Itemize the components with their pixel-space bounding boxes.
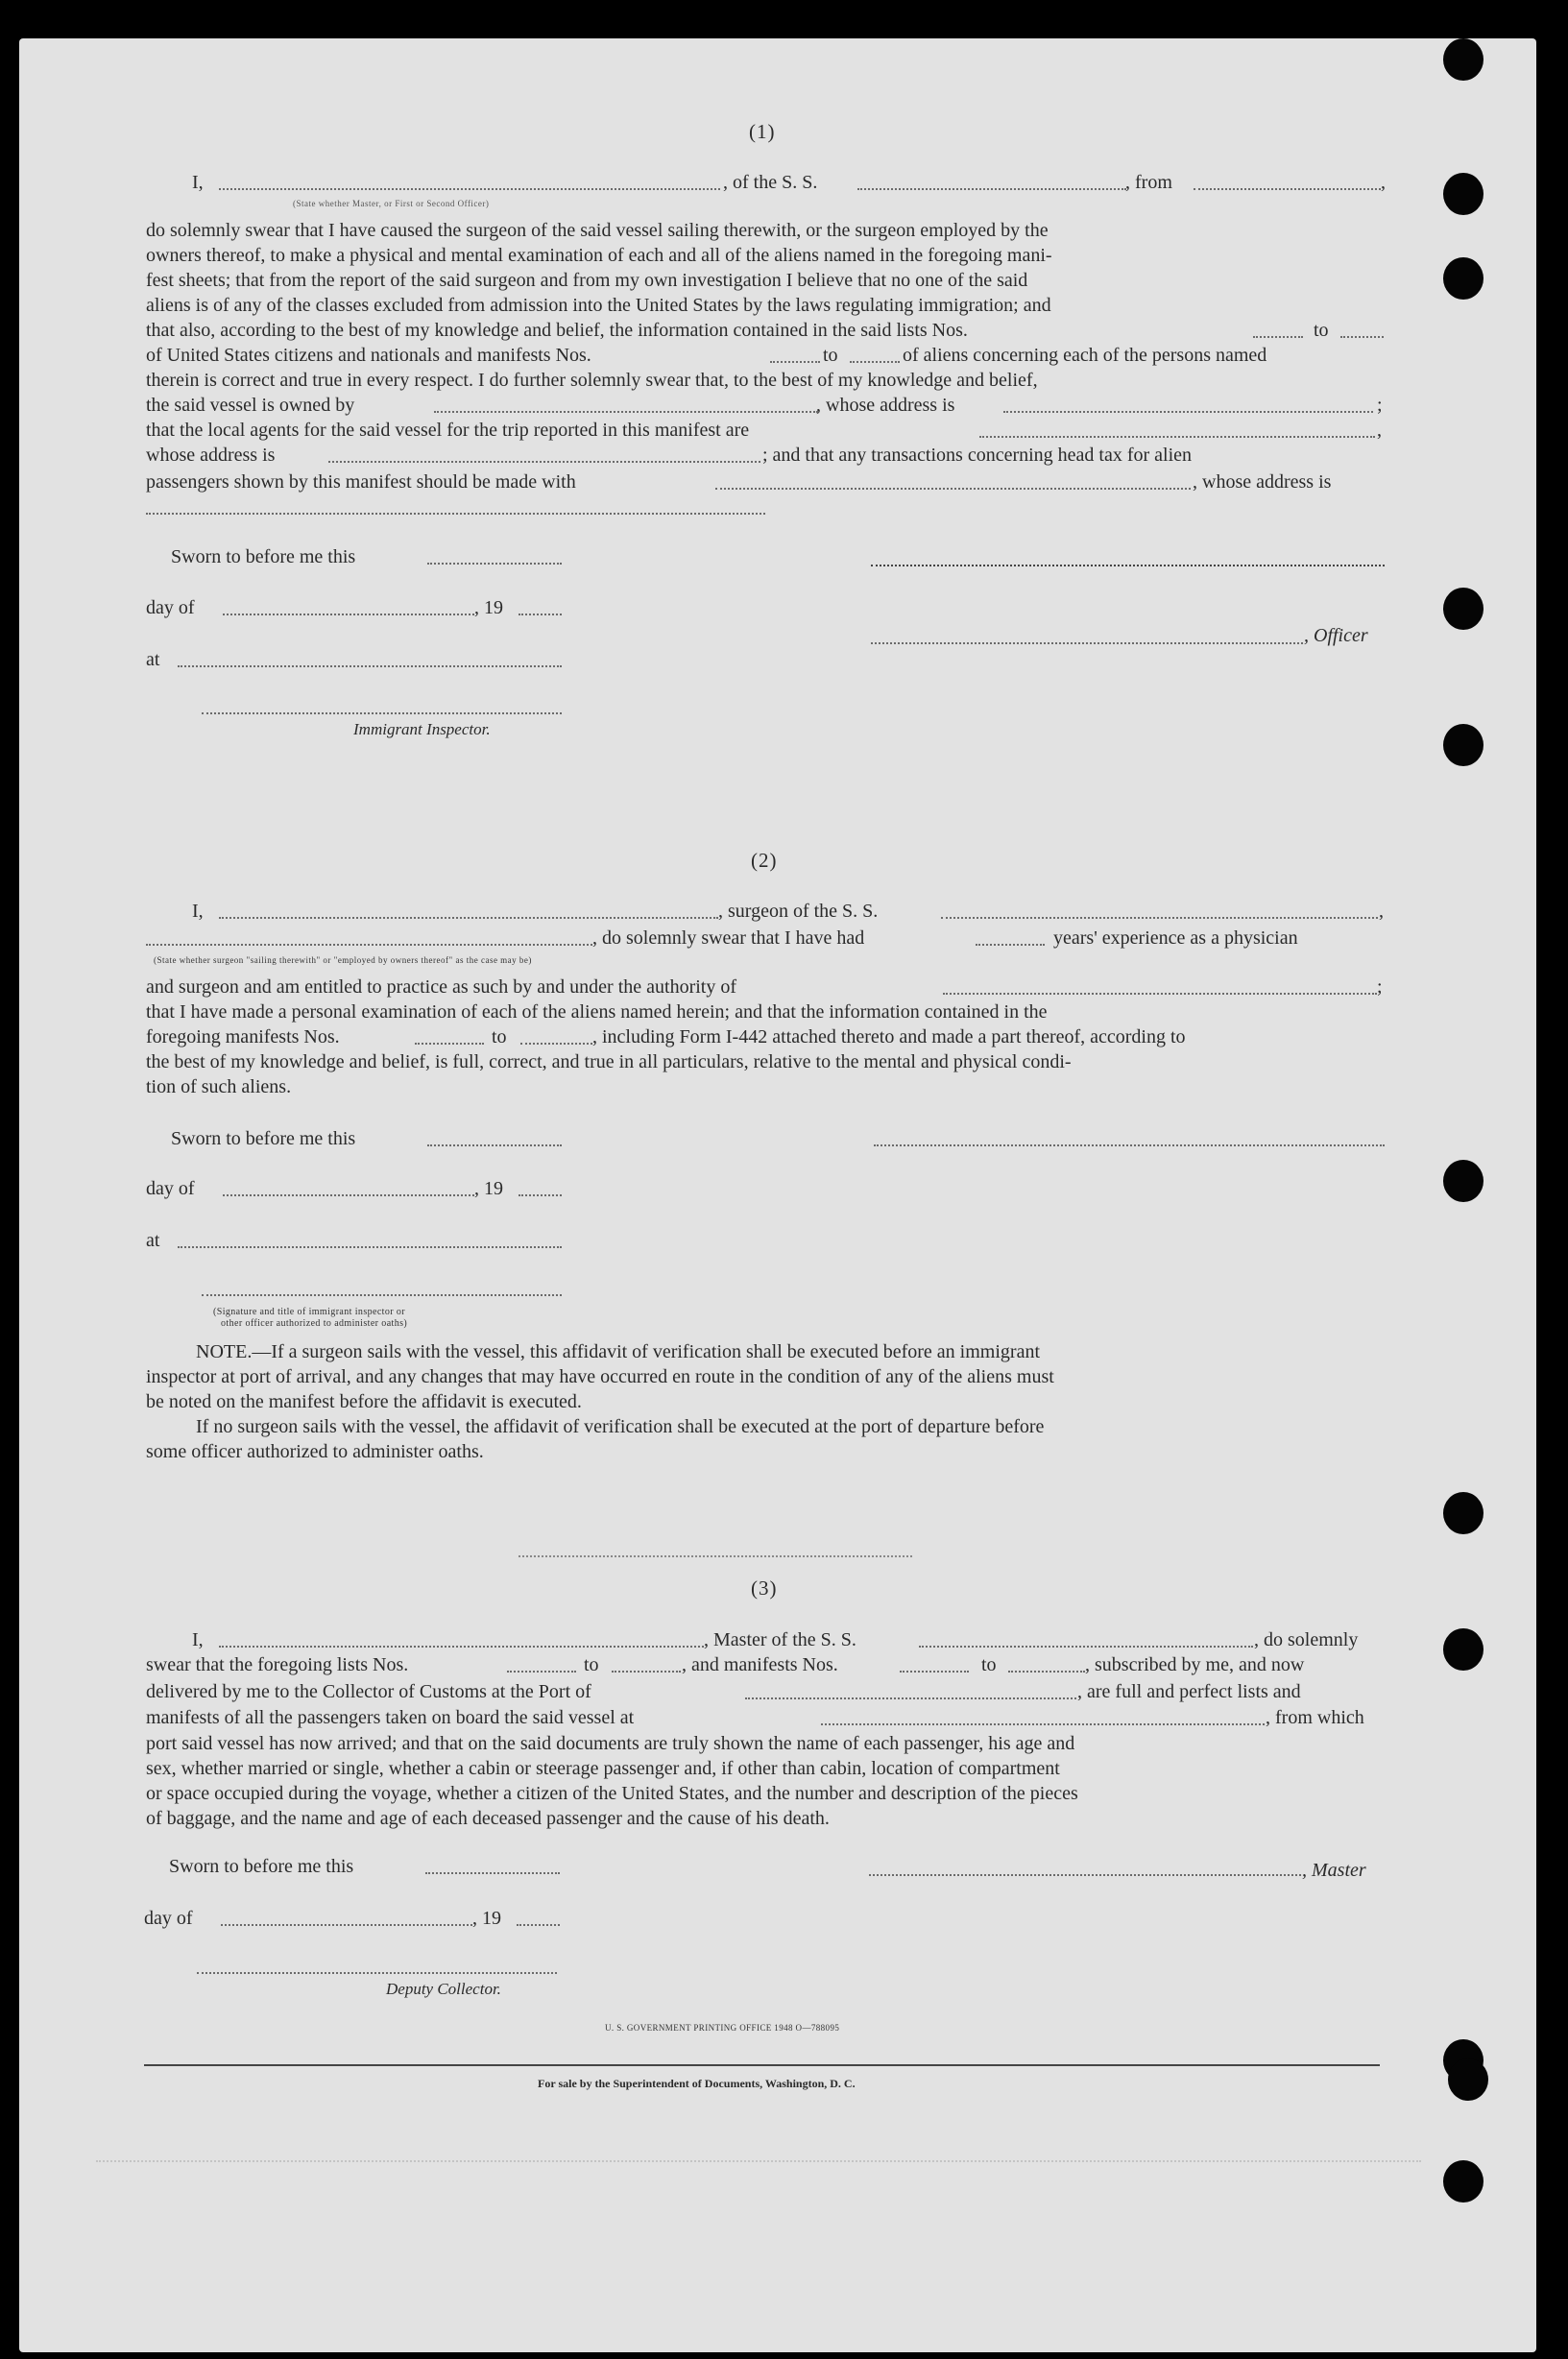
punch-hole [1443,1160,1484,1202]
s1-sworn: Sworn to before me this [171,546,356,567]
s1-manifests-from-blank[interactable] [770,361,820,363]
s1-dayof: day of [146,597,195,618]
s1-body-line: fest sheets; that from the report of the said surgeon and from my own investigation I believe that no one of the said [146,270,1028,291]
s1-lists-from-blank[interactable] [1253,336,1303,338]
s2-sworn: Sworn to before me this [171,1128,356,1149]
s3-master-name-blank[interactable] [219,1646,704,1648]
s2-line1-i: I, [192,901,204,922]
s2-line1-c: , [1379,901,1384,922]
s2-note-line: If no surgeon sails with the vessel, the affidavit of verification shall be executed at the port of departure before [196,1416,1045,1437]
s1-owner-address-blank[interactable] [1003,411,1373,413]
section-3-number: (3) [751,1577,778,1600]
s1-sworn-date-blank[interactable] [427,563,562,565]
sale-notice: For sale by the Superintendent of Documents, Washington, D. C. [538,2077,856,2090]
s2-note-line: some officer authorized to administer oaths. [146,1441,484,1462]
s1-owner-blank[interactable] [434,411,818,413]
s3-body-line: sex, whether married or single, whether a cabin or steerage passenger and, if other than cabin, location of compartment [146,1758,1060,1779]
s1-line11-a: passengers shown by this manifest should be made with [146,471,576,493]
s3-line3-a: delivered by me to the Collector of Customs at the Port of [146,1681,591,1702]
s1-line9-b: , [1377,420,1382,441]
s1-month-blank[interactable] [223,614,474,615]
s2-line5-b: , including Form I-442 attached thereto and made a part thereof, according to [592,1026,1186,1047]
s2-line5-to: to [492,1026,507,1047]
s3-master-signature-line[interactable] [869,1874,1301,1876]
punch-hole [1443,38,1484,81]
s2-month-blank[interactable] [223,1194,474,1196]
s2-dayof: day of [146,1178,195,1199]
s1-line6-to: to [823,345,838,366]
s2-status-note: (State whether surgeon "sailing therewith" or "employed by owners thereof" as the case may be) [154,955,532,965]
s3-line2-to2: to [981,1654,997,1675]
s3-embark-port-blank[interactable] [821,1723,1265,1725]
s1-line6-b: of aliens concerning each of the persons named [903,345,1267,366]
s3-month-blank[interactable] [221,1924,472,1926]
s3-line4-a: manifests of all the passengers taken on board the said vessel at [146,1707,635,1728]
s2-surgeon-name-blank[interactable] [219,917,718,919]
s3-body-line: or space occupied during the voyage, whether a citizen of the United States, and the number and description of the pieces [146,1783,1078,1804]
s1-officer-title-blank[interactable] [871,642,1303,644]
s3-ship-name-blank[interactable] [919,1646,1253,1648]
s1-body-line: owners thereof, to make a physical and mental examination of each and all of the aliens named in the foregoing mani- [146,245,1052,266]
s3-year: , 19 [472,1908,501,1929]
s1-line1-ofss: , of the S. S. [723,172,818,193]
s2-line3-a: and surgeon and am entitled to practice as such by and under the authority of [146,976,736,998]
s3-deputy-signature-line[interactable] [197,1972,557,1974]
punch-hole [1443,1628,1484,1671]
s1-year: , 19 [474,597,503,618]
faint-bottom-line [96,2160,1421,2162]
section-2-number: (2) [751,849,778,872]
s2-signature-note-2: other officer authorized to administer oaths) [221,1318,408,1329]
s3-line2-to: to [584,1654,599,1675]
s1-manifests-to-blank[interactable] [850,361,900,363]
s3-year-blank[interactable] [517,1924,560,1926]
s3-body-line: port said vessel has now arrived; and that on the said documents are truly shown the name of each passenger, his age and [146,1733,1075,1754]
punch-hole [1443,1492,1484,1534]
s3-line3-b: , are full and perfect lists and [1077,1681,1301,1702]
s1-headtax-agent-blank[interactable] [715,488,1191,490]
s1-body-line: aliens is of any of the classes excluded from admission into the United States by the laws regulating immigration; and [146,295,1051,316]
s1-lists-to-blank[interactable] [1340,336,1384,338]
s2-line7: tion of such aliens. [146,1076,292,1097]
s1-from-port-blank[interactable] [1194,188,1381,190]
faint-dotted-line [519,1555,912,1557]
s3-line2-c: , subscribed by me, and now [1085,1654,1305,1675]
s1-inspector-label: Immigrant Inspector. [353,720,491,738]
punch-hole [1448,2058,1488,2101]
punch-hole [1443,173,1484,215]
section-1-number: (1) [749,120,776,143]
s3-lists-from-blank[interactable] [507,1671,576,1673]
s1-officer-label: , Officer [1304,625,1368,646]
s3-manifests-to-blank[interactable] [1008,1671,1085,1673]
s3-body-line: of baggage, and the name and age of each deceased passenger and the cause of his death. [146,1808,830,1829]
punch-hole [1443,724,1484,766]
s1-inspector-signature-line[interactable] [202,712,562,714]
gpo-imprint: U. S. GOVERNMENT PRINTING OFFICE 1948 O—788095 [605,2023,840,2033]
s2-line1-b: , surgeon of the S. S. [718,901,879,922]
s1-place-blank[interactable] [178,665,562,667]
s1-line8-b: , whose address is [816,395,955,416]
s3-sworn-date-blank[interactable] [425,1872,560,1874]
s2-ship-name-blank[interactable] [941,917,1378,919]
s3-manifests-from-blank[interactable] [900,1671,969,1673]
s1-line1-comma: , [1381,172,1386,193]
s2-authority-blank[interactable] [943,993,1377,995]
s3-deputy-label: Deputy Collector. [386,1980,501,1998]
s1-line11-b: , whose address is [1193,471,1332,493]
s2-line4: that I have made a personal examination of each of the aliens named herein; and that the information contained in the [146,1001,1048,1023]
s3-dayof: day of [144,1908,193,1929]
s3-line1-c: , do solemnly [1254,1629,1359,1650]
s1-line8-a: the said vessel is owned by [146,395,355,416]
s1-line5-to: to [1314,320,1329,341]
s2-surgeon-status-blank[interactable] [146,944,592,946]
s1-ship-name-blank[interactable] [857,188,1126,190]
punch-hole [1443,2160,1484,2203]
s2-year: , 19 [474,1178,503,1199]
s2-note-line: be noted on the manifest before the affidavit is executed. [146,1391,582,1412]
s1-agents-blank[interactable] [979,436,1375,438]
s2-note-line: inspector at port of arrival, and any changes that may have occurred en route in the condition of any of the aliens must [146,1366,1054,1387]
s1-body-line: do solemnly swear that I have caused the surgeon of the said vessel sailing therewith, or the surgeon employed by the [146,220,1049,241]
s3-lists-to-blank[interactable] [612,1671,681,1673]
footer-rule [144,2064,1380,2066]
s2-line2-b: years' experience as a physician [1053,927,1298,949]
punch-hole [1443,257,1484,300]
s1-headtax-address-blank[interactable] [146,513,765,515]
s1-year-blank[interactable] [519,614,562,615]
s1-agents-address-blank[interactable] [328,461,760,463]
s2-year-blank[interactable] [519,1194,562,1196]
s1-line6: of United States citizens and nationals and manifests Nos. [146,345,591,366]
s1-line1-i: I, [192,172,204,193]
s3-port-blank[interactable] [745,1697,1076,1699]
s3-line2-b: , and manifests Nos. [682,1654,838,1675]
s2-signature-note-1: (Signature and title of immigrant inspector or [213,1307,406,1317]
s2-manifests-to-blank[interactable] [520,1043,592,1045]
s2-line6: the best of my knowledge and belief, is full, correct, and true in all particulars, relative to the mental and physical condi- [146,1051,1072,1072]
s2-manifests-from-blank[interactable] [415,1043,484,1045]
s2-line2-a: , do solemnly swear that I have had [592,927,865,949]
s1-line7: therein is correct and true in every respect. I do further solemnly swear that, to the best of my knowledge and belief, [146,370,1038,391]
punch-hole [1443,588,1484,630]
s2-note-line: NOTE.—If a surgeon sails with the vessel, this affidavit of verification shall be executed before an immigrant [196,1341,1041,1362]
s2-place-blank[interactable] [178,1246,562,1248]
s2-sworn-date-blank[interactable] [427,1144,562,1146]
s1-line5: that also, according to the best of my knowledge and belief, the information contained in the said lists Nos. [146,320,968,341]
s3-sworn: Sworn to before me this [169,1856,354,1877]
s1-at: at [146,649,160,670]
s1-officer-signature-line[interactable] [871,565,1385,566]
s1-line10-a: whose address is [146,445,276,466]
s1-line9-a: that the local agents for the said vessel for the trip reported in this manifest are [146,420,750,441]
s1-officer-note: (State whether Master, or First or Second Officer) [293,199,490,208]
s3-line1-i: I, [192,1629,204,1650]
s3-line1-b: , Master of the S. S. [704,1629,856,1650]
s2-line5-a: foregoing manifests Nos. [146,1026,340,1047]
s3-line4-b: , from which [1266,1707,1364,1728]
s2-inspector-signature-line[interactable] [202,1294,562,1296]
s3-line2-a: swear that the foregoing lists Nos. [146,1654,409,1675]
s1-line8-c: ; [1377,395,1383,416]
s2-line3-b: ; [1377,976,1383,998]
s2-at: at [146,1230,160,1251]
s3-master-label: , Master [1302,1860,1366,1881]
s1-officer-name-blank[interactable] [219,188,720,190]
s2-years-blank[interactable] [976,944,1045,946]
s1-line1-from: , from [1125,172,1172,193]
s1-line10-b: ; and that any transactions concerning head tax for alien [762,445,1193,466]
s2-surgeon-signature-line[interactable] [874,1144,1385,1146]
